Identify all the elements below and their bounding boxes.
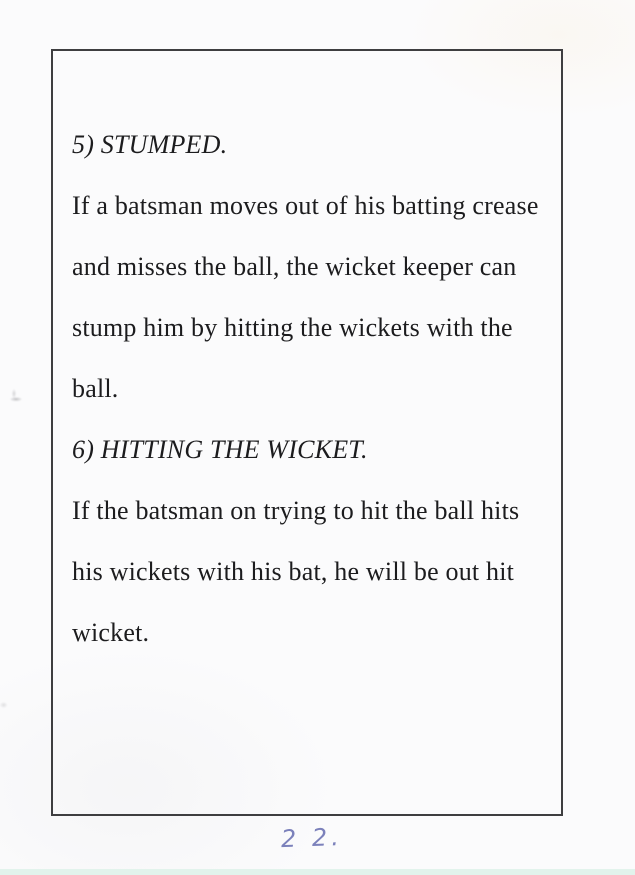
body-line: and misses the ball, the wicket keeper can xyxy=(72,252,517,281)
body-line: If a batsman moves out of his batting crease xyxy=(72,191,539,220)
body-line: stump him by hitting the wickets with the xyxy=(72,313,513,342)
pencil-smudge-mark xyxy=(8,388,28,404)
body-line: If the batsman on trying to hit the ball hits xyxy=(72,496,520,525)
scan-edge-artifact xyxy=(0,869,635,875)
section-heading-hitting-the-wicket: 6) HITTING THE WICKET. xyxy=(72,435,368,464)
body-line: wicket. xyxy=(72,618,150,647)
faint-smudge-mark xyxy=(0,699,12,711)
page-text xyxy=(72,114,544,663)
body-line: his wickets with his bat, he will be out hit xyxy=(72,557,515,586)
handwritten-page-number: 2 2. xyxy=(280,822,344,854)
section-heading-stumped: 5) STUMPED. xyxy=(72,130,228,159)
body-line: ball. xyxy=(72,374,119,403)
